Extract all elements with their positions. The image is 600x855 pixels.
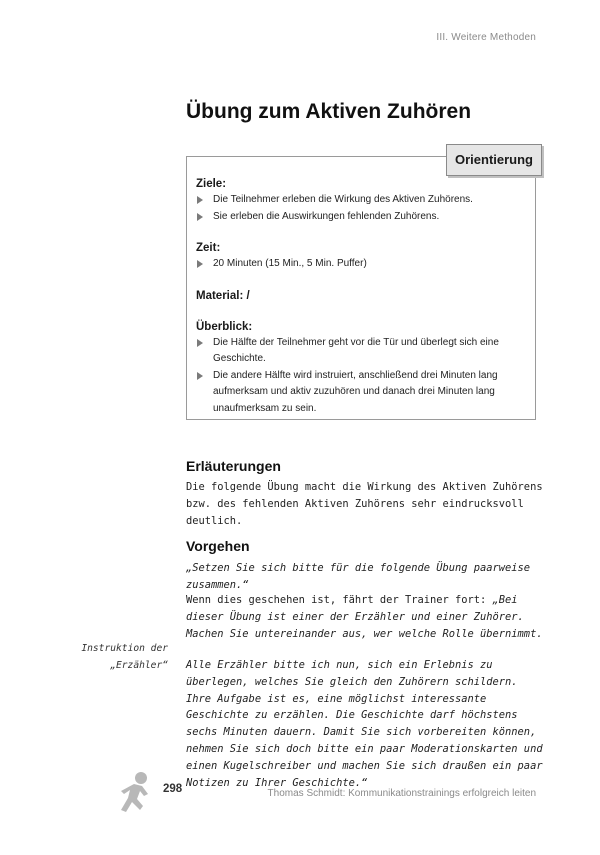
procedure-quote-1: „Setzen Sie sich bitte für die folgende Übung paarweise zusammen.“ — [186, 562, 531, 591]
page-title: Übung zum Aktiven Zuhören — [186, 100, 472, 123]
procedure-heading: Vorgehen — [186, 538, 250, 554]
margin-note: Instruktion der „Erzähler“ — [81, 643, 168, 671]
bullet-triangle-icon — [197, 196, 203, 204]
bullet-triangle-icon — [197, 372, 203, 380]
list-item: Sie erleben die Auswirkungen fehlenden Zuhörens. — [196, 209, 526, 226]
running-figure-logo-icon — [112, 770, 158, 816]
chapter-header: III. Weitere Methoden — [436, 32, 536, 43]
explanations-text: Die folgende Übung macht die Wirkung des Aktiven Zuhörens bzw. des fehlenden Aktiven Zuhörens sehr eindrucksvoll deutlich. — [186, 481, 543, 527]
material-label: Material: / — [196, 289, 250, 302]
bullet-triangle-icon — [197, 260, 203, 268]
page-number: 298 — [163, 783, 183, 795]
orientation-content — [196, 176, 526, 417]
goals-list — [196, 192, 526, 225]
footer-book-title: Thomas Schmidt: Kommunikationstrainings erfolgreich leiten — [267, 788, 536, 799]
orientation-badge: Orientierung — [446, 144, 542, 176]
goals-label: Ziele: — [196, 178, 227, 190]
bullet-triangle-icon — [197, 339, 203, 347]
overview-label: Überblick: — [196, 320, 253, 333]
list-item: 20 Minuten (15 Min., 5 Min. Puffer) — [196, 256, 526, 273]
list-item: Die Teilnehmer erleben die Wirkung des Aktiven Zuhörens. — [196, 192, 526, 209]
list-item: Die Hälfte der Teilnehmer geht vor die Tür und überlegt sich eine Geschichte. — [196, 335, 526, 368]
time-label: Zeit: — [196, 242, 221, 254]
time-list — [196, 256, 526, 273]
list-item: Die andere Hälfte wird instruiert, anschließend drei Minuten lang aufmerksam und aktiv zuzuhören und danach drei Minuten lang unaufmerksam zu sein. — [196, 368, 526, 418]
procedure-paragraph: Wenn dies geschehen ist, fährt der Trainer fort: „Bei dieser Übung ist einer der Erzähler und einer Zuhörer. Machen Sie untereinander aus, wer welche Rolle übernimmt. — [186, 594, 543, 640]
overview-list — [196, 335, 526, 418]
bullet-triangle-icon — [197, 213, 203, 221]
explanations-heading: Erläuterungen — [186, 458, 281, 474]
procedure-quote-3: Alle Erzähler bitte ich nun, sich ein Erlebnis zu überlegen, welches Sie gleich den Zuhörern schildern. Ihre Aufgabe ist es, eine möglichst interessante Geschichte zu erzählen. Die Geschichte darf höchstens sechs Minuten dauern. Damit Sie sich vorbereiten können, nehmen Sie sich doch bitte ein paar Moderationskarten und einen Kugelschreiber und machen Sie sich draußen ein paar Notizen zu Ihrer Geschichte.“ — [186, 659, 543, 789]
